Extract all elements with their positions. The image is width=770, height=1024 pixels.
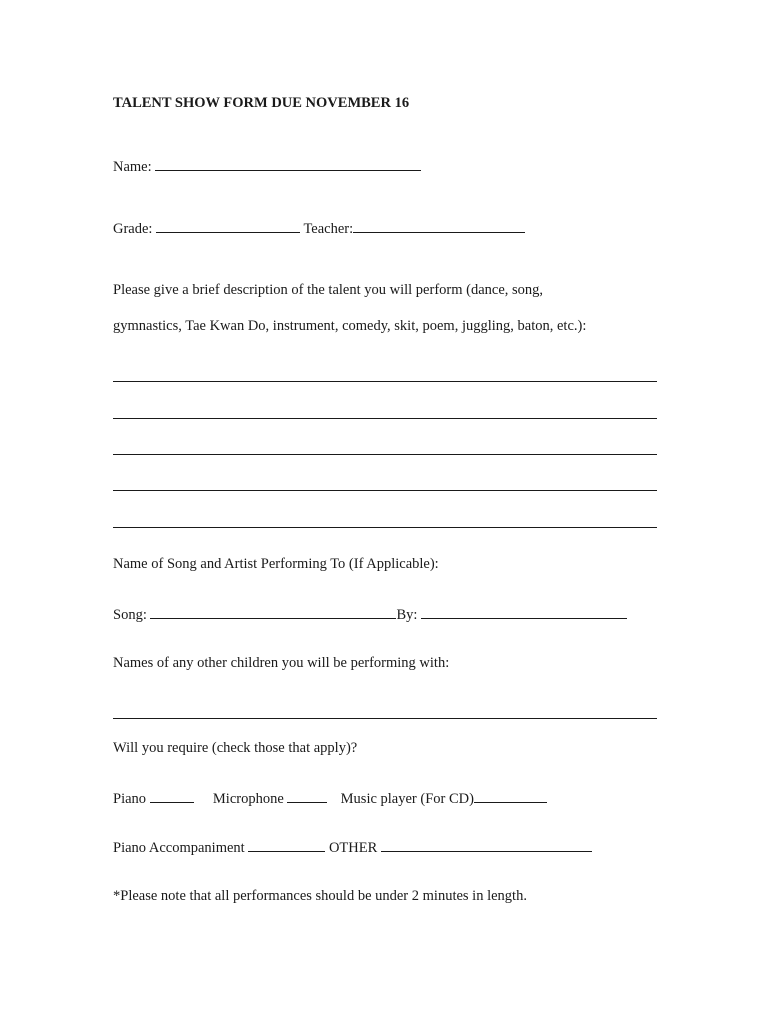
music-player-label: Music player (For CD) <box>340 791 474 807</box>
microphone-label: Microphone <box>212 791 284 807</box>
require-label: Will you require (check those that apply)? <box>113 740 358 756</box>
teacher-label: Teacher: <box>303 221 354 237</box>
other-children-label: Names of any other children you will be performing with: <box>113 655 450 671</box>
equipment-row <box>113 789 547 808</box>
grade-label: Grade: <box>113 221 153 237</box>
music-player-check-field[interactable] <box>474 789 547 803</box>
name-field[interactable] <box>155 157 421 171</box>
song-row <box>113 605 627 624</box>
piano-accompaniment-label: Piano Accompaniment <box>113 840 245 856</box>
song-label: Song: <box>113 607 147 623</box>
other-field[interactable] <box>381 838 592 852</box>
piano-check-field[interactable] <box>150 789 194 803</box>
microphone-check-field[interactable] <box>287 789 327 803</box>
grade-field[interactable] <box>156 219 300 233</box>
description-line-1[interactable] <box>113 381 657 382</box>
teacher-field[interactable] <box>353 219 525 233</box>
name-label: Name: <box>113 159 152 175</box>
description-prompt-line-1: Please give a brief description of the talent you will perform (dance, song, <box>113 282 544 298</box>
other-label: OTHER <box>328 840 378 856</box>
song-heading: Name of Song and Artist Performing To (If Applicable): <box>113 556 439 572</box>
other-children-field[interactable] <box>113 718 657 719</box>
accompaniment-row <box>113 838 592 857</box>
name-row <box>113 157 421 176</box>
piano-accompaniment-field[interactable] <box>248 838 325 852</box>
description-prompt-line-2: gymnastics, Tae Kwan Do, instrument, comedy, skit, poem, juggling, baton, etc.): <box>113 318 587 334</box>
piano-label: Piano <box>113 791 147 807</box>
description-line-5[interactable] <box>113 527 657 528</box>
artist-field[interactable] <box>421 605 627 619</box>
length-note: *Please note that all performances should be under 2 minutes in length. <box>113 888 527 904</box>
description-line-3[interactable] <box>113 454 657 455</box>
grade-teacher-row <box>113 219 525 238</box>
description-line-4[interactable] <box>113 490 657 491</box>
form-title: TALENT SHOW FORM DUE NOVEMBER 16 <box>113 95 410 111</box>
description-line-2[interactable] <box>113 418 657 419</box>
song-field[interactable] <box>150 605 396 619</box>
by-label: By: <box>396 607 418 623</box>
